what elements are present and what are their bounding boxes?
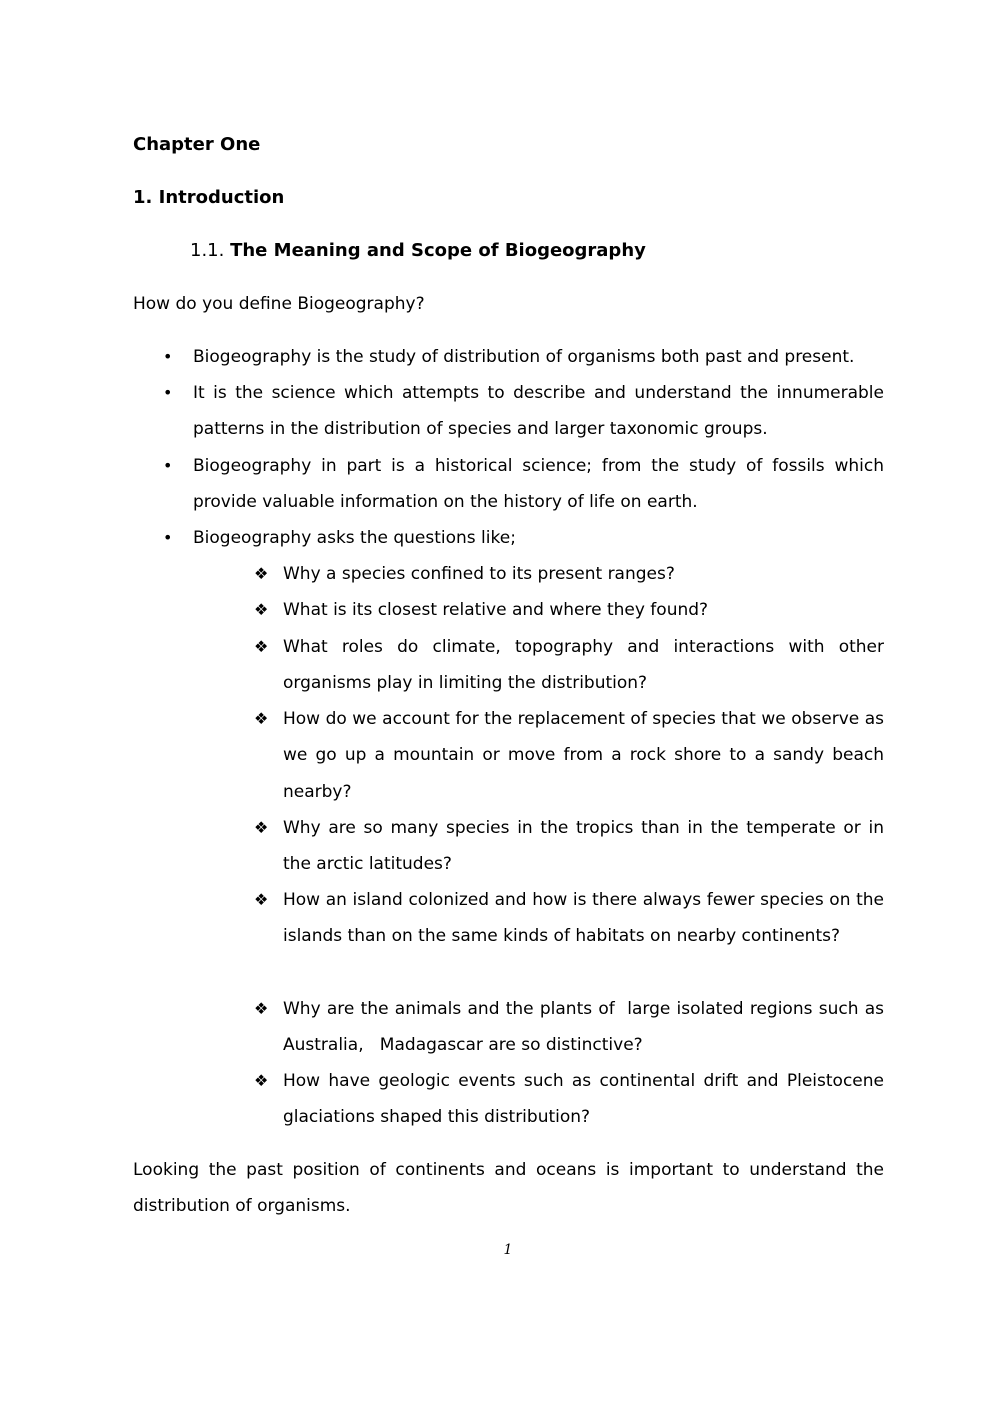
list-item: Biogeography asks the questions like; [193,528,516,548]
diamond-bullet-icon: ❖ [254,818,269,837]
list-item: Biogeography is the study of distribution of organisms both past and present. [193,347,855,367]
list-item: Why are so many species in the tropics than in the temperate or in the arctic latitudes? [283,818,884,875]
subsection-heading [190,240,646,261]
diamond-bullet-icon: ❖ [254,890,269,909]
bullet-icon: • [163,383,173,402]
list-item: How an island colonized and how is there always fewer species on the islands than on the same kinds of habitats on nearby continents? [283,890,884,947]
subsection-number: 1.1. [190,240,225,261]
list-item: What is its closest relative and where they found? [283,600,709,620]
bullet-icon: • [163,347,173,366]
list-item: Why are the animals and the plants of large isolated regions such as Australia, Madagascar are so distinctive? [283,999,890,1056]
chapter-title: Chapter One [133,134,261,155]
subsection-title: The Meaning and Scope of Biogeography [230,240,646,261]
diamond-bullet-icon: ❖ [254,637,269,656]
diamond-bullet-icon: ❖ [254,709,269,728]
bullet-icon: • [163,528,173,547]
list-item: How have geologic events such as continental drift and Pleistocene glaciations shaped this distribution? [283,1071,884,1128]
page-number: 1 [503,1242,513,1258]
list-item: Biogeography in part is a historical science; from the study of fossils which provide valuable information on the history of life on earth. [193,456,884,513]
bullet-icon: • [163,456,173,475]
diamond-bullet-icon: ❖ [254,564,269,583]
section-title: 1. Introduction [133,187,285,208]
diamond-bullet-icon: ❖ [254,1071,269,1090]
list-item: Why a species confined to its present ranges? [283,564,675,584]
closing-paragraph: Looking the past position of continents and oceans is important to understand the distribution of organisms. [133,1160,884,1217]
diamond-bullet-icon: ❖ [254,999,269,1018]
list-item: How do we account for the replacement of species that we observe as we go up a mountain or move from a rock shore to a sandy beach nearby? [283,709,884,802]
intro-question: How do you define Biogeography? [133,294,425,314]
list-item: It is the science which attempts to describe and understand the innumerable patterns in the distribution of species and larger taxonomic groups. [193,383,884,440]
list-item: What roles do climate, topography and interactions with other organisms play in limiting the distribution? [283,637,884,694]
diamond-bullet-icon: ❖ [254,600,269,619]
